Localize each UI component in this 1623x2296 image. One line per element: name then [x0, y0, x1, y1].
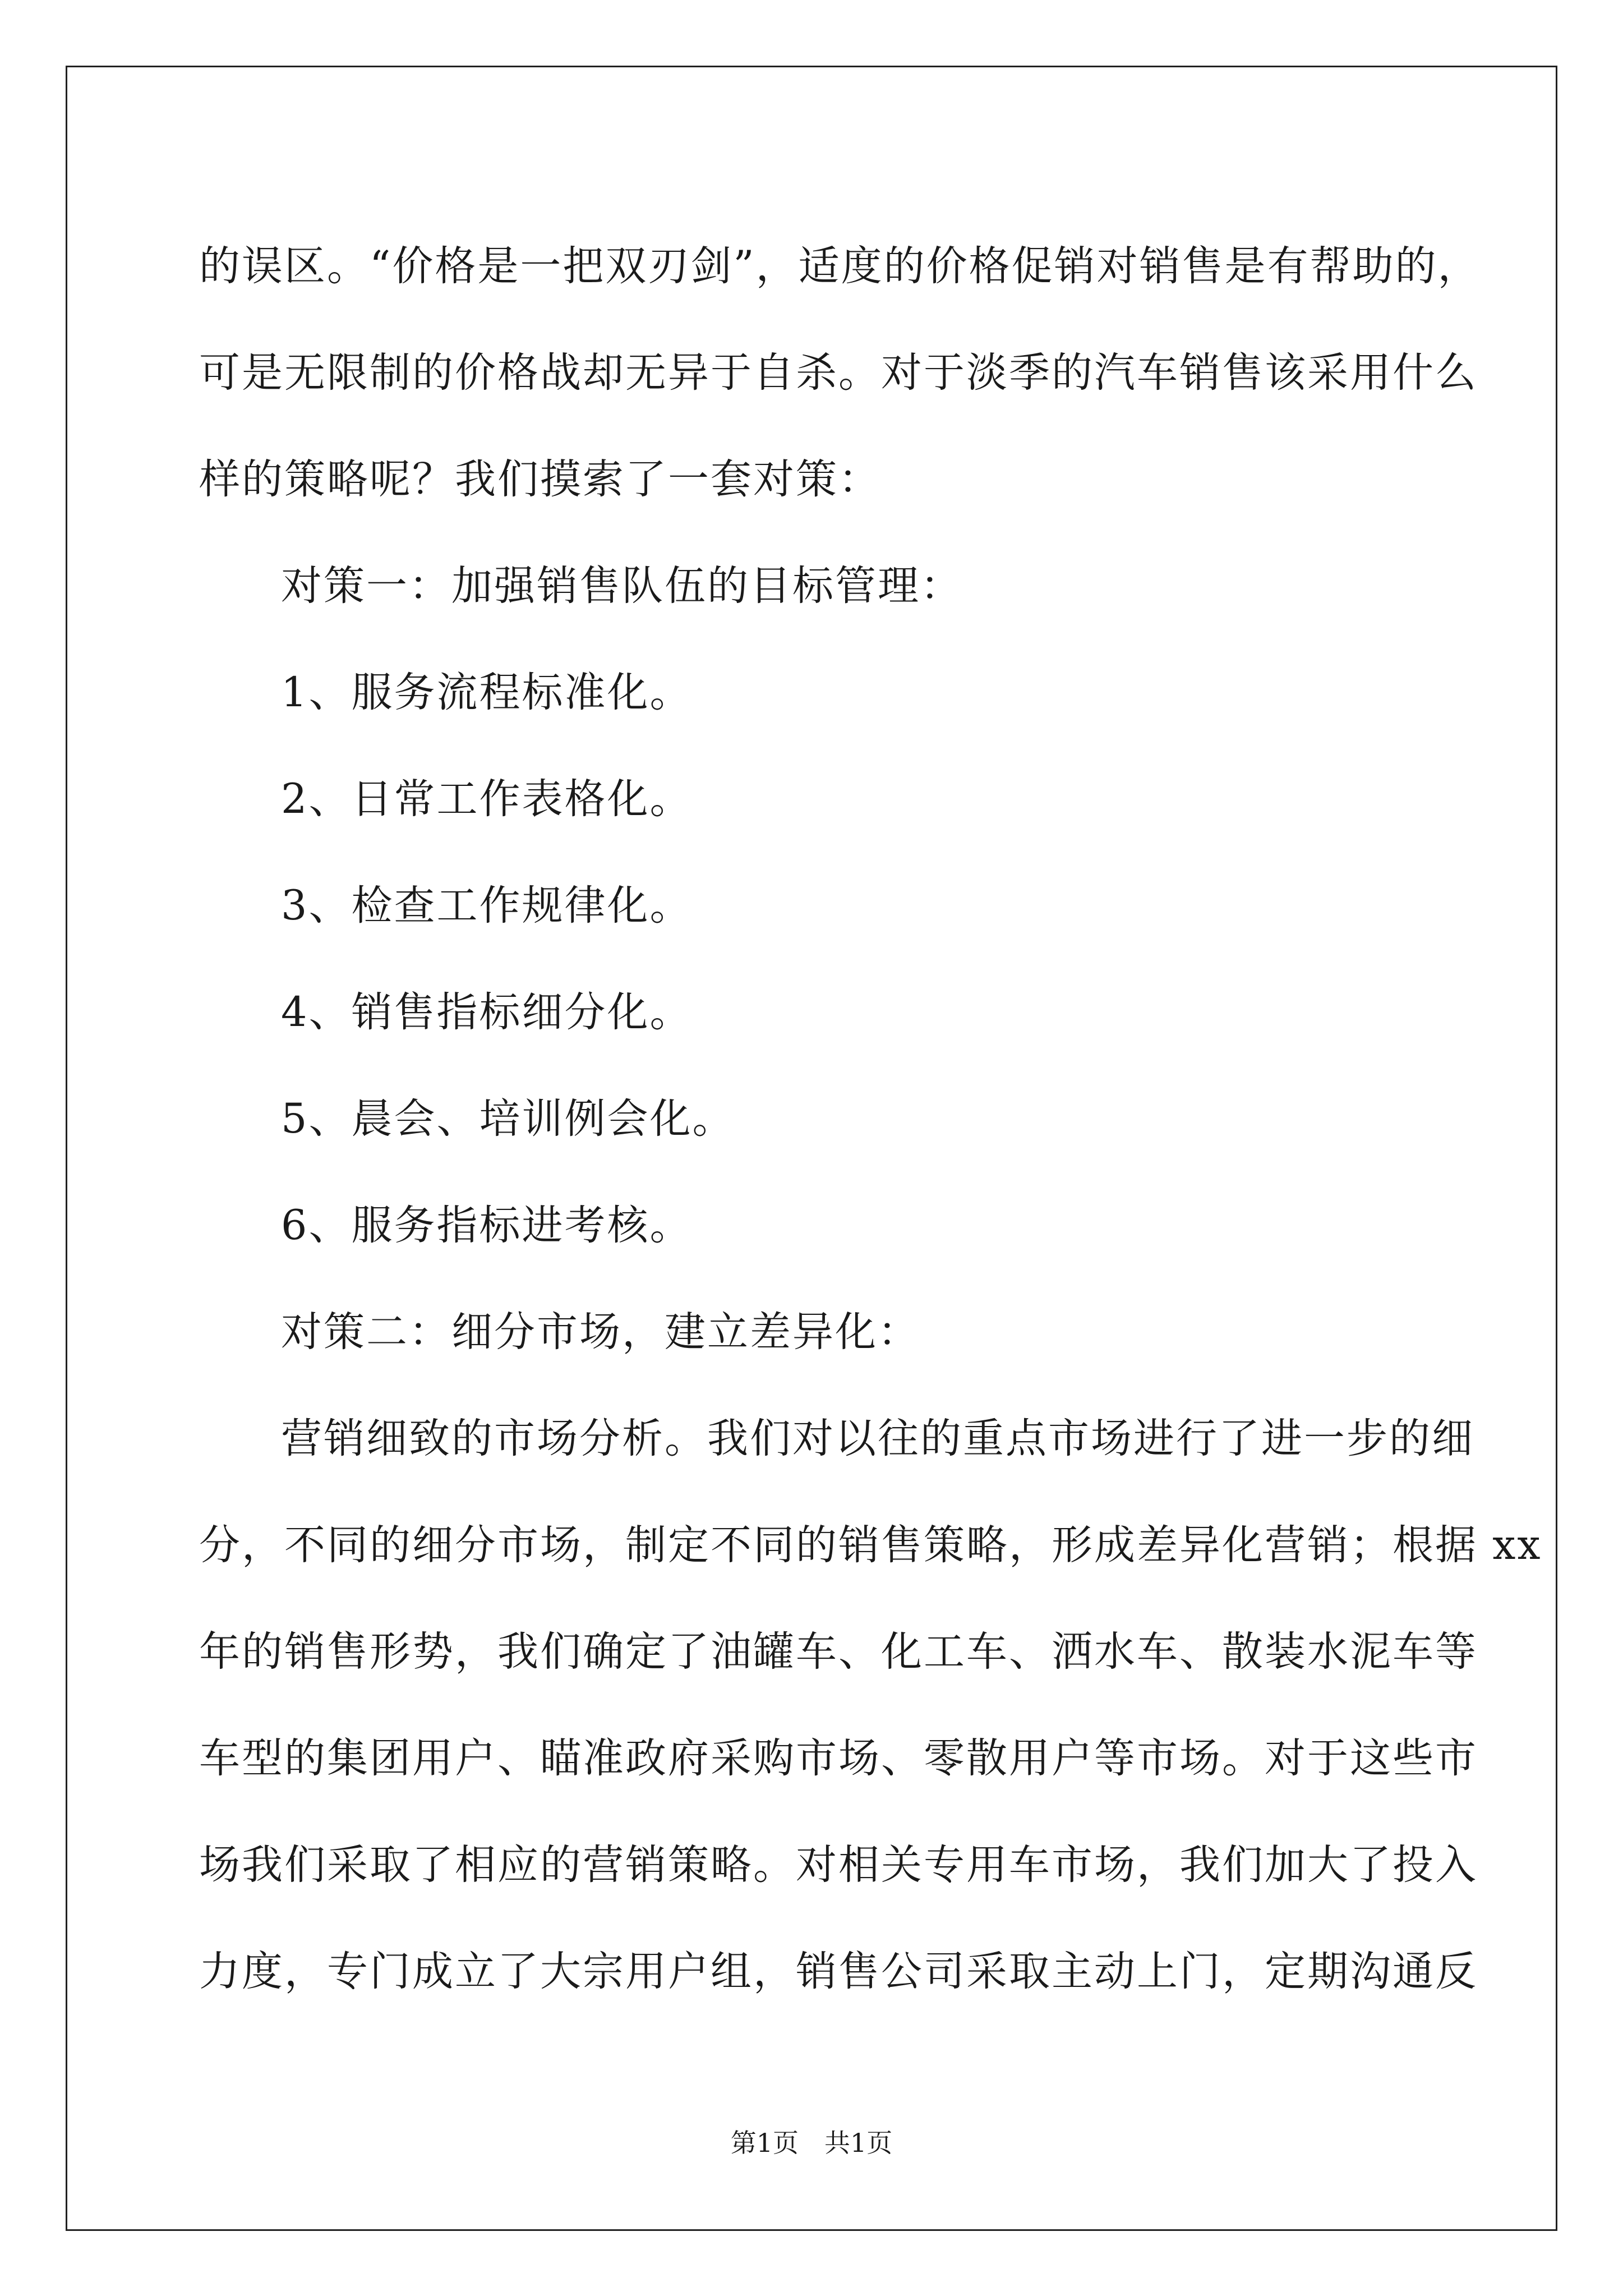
text-line: 营销细致的市场分析。我们对以往的重点市场进行了进一步的细 [281, 1415, 1474, 1462]
text-line: 年的销售形势，我们确定了油罐车、化工车、洒水车、散装水泥车等 [199, 1628, 1478, 1676]
list-item: 5、晨会、培训例会化。 [281, 1095, 735, 1143]
text-line: 场我们采取了相应的营销策略。对相关专用车市场，我们加大了投入 [199, 1841, 1478, 1889]
list-item: 2、日常工作表格化。 [281, 775, 693, 823]
document-body [199, 213, 1542, 2025]
list-item: 3、检查工作规律化。 [281, 882, 693, 930]
text-line: 分，不同的细分市场，制定不同的销售策略，形成差异化营销；根据 xx [199, 1521, 1542, 1569]
text-line: 车型的集团用户、瞄准政府采购市场、零散用户等市场。对于这些市 [199, 1734, 1478, 1782]
section-heading: 对策二：细分市场，建立差异化： [281, 1308, 920, 1356]
text-line: 力度，专门成立了大宗用户组，销售公司采取主动上门，定期沟通反 [199, 1948, 1478, 1995]
section-heading: 对策一：加强销售队伍的目标管理： [281, 562, 963, 610]
text-line: 可是无限制的价格战却无异于自杀。对于淡季的汽车销售该采用什么 [199, 349, 1478, 397]
list-item: 6、服务指标进考核。 [281, 1202, 693, 1249]
page-number-footer: 第1页 共1页 [730, 2128, 893, 2158]
text-line: 的误区。“价格是一把双刃剑”，适度的价格促销对销售是有帮助的， [199, 242, 1481, 290]
text-line: 样的策略呢？我们摸索了一套对策： [199, 455, 881, 503]
list-item: 1、服务流程标准化。 [281, 669, 693, 716]
list-item: 4、销售指标细分化。 [281, 988, 693, 1036]
